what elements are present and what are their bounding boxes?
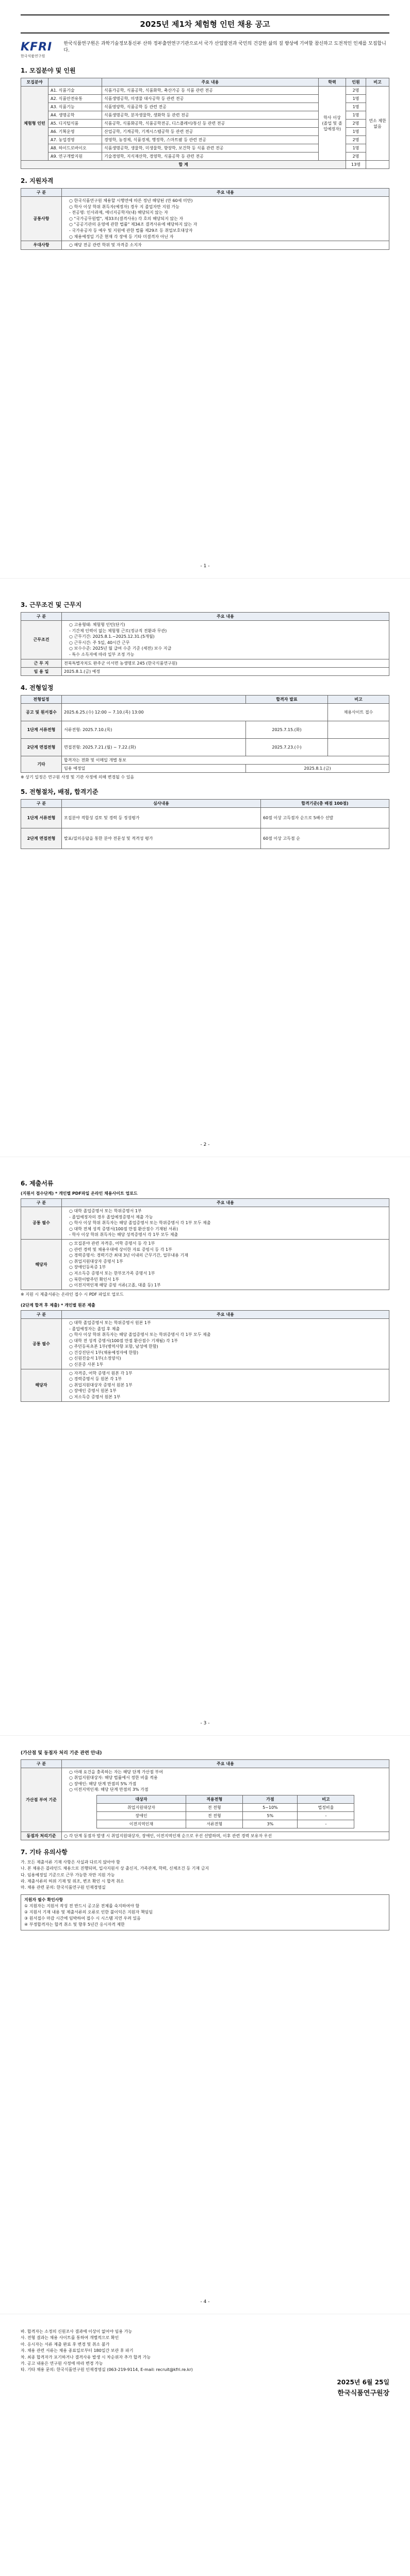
table-row: 근무조건 ○ 고용형태: 체험형 인턴(단기) - 기간제 인력이 없는 체험형 근로(정규직 전환과 무관) ○ 근무기간: 2025.8.1.~2025.12.31.(5개월) ○ 근무시간: 주 5일, 40시간 근무 ○ 보수수준: 2025년 월 급여 수준 기준 (세전) 보수 지급 - 특수 소득자에 따라 일부 조정 가능 xyxy=(21,621,389,659)
section-heading: 6. 제출서류 xyxy=(21,1180,54,1187)
table-row: 공통 필수 ○ 대학 졸업증명서 또는 학위증명서 1부 - 졸업예정자의 경우 졸업예정증명서 제출 가능 ○ 학사 이상 학위 취득자는 해당 졸업증명서 또는 학위증명서 각 1부 모두 제출 ○ 대학 전체 성적 증명서(100점 만점 환산점수 기재된 서류) - 학사 이상 학위 취득자는 해당 성적증명서 각 1부 모두 제출 xyxy=(21,1207,389,1240)
notice-item: 아. 응시자는 서류 제출 완료 후 변경 및 취소 불가 xyxy=(21,2342,110,2347)
notice-item: 자. 채용 관련 서류는 채용 종료일로부터 180일간 보관 후 파기 xyxy=(21,2348,134,2353)
conditions-table xyxy=(21,612,389,676)
intro-text: 한국식품연구원은 과학기술정보통신부 산하 정부출연연구기관으로서 국가 산업발전과 국민의 건강한 삶의 질 향상에 기여할 참신하고 도전적인 인재를 모집합니다. xyxy=(63,41,386,54)
section-heading: 4. 전형일정 xyxy=(21,684,54,691)
page-3 xyxy=(0,1157,410,1736)
table-row: 근 무 지 전북특별자치도 완주군 이서면 농생명로 245 (한국식품연구원) xyxy=(21,659,389,667)
table-row: 이전지역인재 서류전형 3% - xyxy=(96,1820,354,1828)
subsection-title: (지원서 접수단계) * 개인별 PDF파일 온라인 채용사이트 업로드 xyxy=(21,1191,138,1196)
table-row: 1단계 서류전형 모집분야 적합성 검토 및 경력 등 정성평가 60점 이상 고득점자 순으로 5배수 선발 xyxy=(21,807,389,828)
schedule-table xyxy=(21,695,389,773)
table-row: 장애인 전 전형 5% - xyxy=(96,1811,354,1820)
table-header-row: 구 분 주요 내용 xyxy=(21,1310,389,1318)
checklist-title: 지원자 필수 확인사항 xyxy=(24,1897,63,1902)
recruit-table xyxy=(21,78,389,169)
notice-item: 라. 제출서류의 허위 기재 및 위조, 변조 확인 시 합격 취소 xyxy=(21,1879,124,1884)
subsection-title: (2단계 합격 후 제출) * 개인별 원본 제출 xyxy=(21,1302,95,1308)
logo-org-name: 한국식품연구원 xyxy=(21,54,45,58)
table-row: A6. 기획운영 산업공학, 기계공학, 기계시스템공학 등 관련 전공 1명 xyxy=(21,128,389,136)
section-heading: 7. 기타 유의사항 xyxy=(21,1848,68,1856)
table-row: 해당자 ○ 자격증, 어학 증명서 원본 각 1부 ○ 경력증명서 등 원본 각 1부 ○ 취업지원대상자 증명서 원본 1부 ○ 장애인 증명서 원본 1부 ○ 저소득층 증명서 원본 1부 xyxy=(21,1369,389,1401)
table-row: 해당자 ○ 모집분야 관련 자격증, 어학 증명서 등 각 1부 ○ 관련 경력 및 채용우대에 상이한 자료 증빙서 등 각 1부 ○ 경력증명서: 경력기간 최대 3년 이내의 근무기간, 업무내용 기재 ○ 취업지원대상자 증명서 1부 ○ 장애인등록증 1부 ○ 저소득층 증명서 또는 한부모가족 증명서 1부 ○ 북한이탈주민 확인서 1부 ○ 이전지역인재 해당 증빙 서류(고졸, 대졸 등) 1부 xyxy=(21,1239,389,1290)
table-total-row: 합 계 13명 xyxy=(21,161,389,169)
table-header-row: 구 분 주요 내용 xyxy=(21,189,389,197)
table-row: 공고 및 원서접수 2025.6.25.(수) 12:00 ~ 7.10.(목) 13:00 채용사이트 접수 xyxy=(21,703,389,721)
table-row: 1단계 서류전형 서류전형: 2025.7.10.(목) 2025.7.15.(화) xyxy=(21,721,389,738)
announcement-date: 2025년 6월 25일 xyxy=(337,2378,389,2386)
kfri-logo xyxy=(21,41,56,59)
table-row: A8. 하이드로바이오 식품생명공학, 생물학, 미생물학, 향장학, 보건학 등 식품 관련 전공 1명 xyxy=(21,144,389,152)
notice-item: 나. 본 채용은 블라인드 채용으로 진행되며, 입사지원서 상 출신지, 가족관계, 학력, 신체조건 등 기재 금지 xyxy=(21,1866,209,1871)
section-heading: 2. 지원자격 xyxy=(21,177,54,184)
announcement-org: 한국식품연구원장 xyxy=(337,2389,389,2397)
table-row: A4. 생명공학 식품생명공학, 분자생물학, 생화학 등 관련 전공 1명 xyxy=(21,111,389,120)
qualification-table xyxy=(21,188,389,250)
page-number: - 3 - xyxy=(200,1721,210,1726)
header xyxy=(21,41,389,59)
table-row: A7. 농업경영 경영학, 농경제, 식품경제, 행정학, 스마트팜 등 관련 전공 2명 xyxy=(21,136,389,144)
documents-table-1 xyxy=(21,1198,389,1290)
process-table xyxy=(21,799,389,849)
table-header-row: 구 분 주요 내용 xyxy=(21,1199,389,1207)
page-number: - 1 - xyxy=(200,564,210,569)
table-row: A3. 식품기능 식품영양학, 식품공학 등 관련 전공 1명 xyxy=(21,103,389,111)
table-row: 체험형 인턴 A1. 식품기술 식품가공학, 식품공학, 식품화학, 축산가공 등 식품 관련 전공 학사 이상 (졸업 및 졸업예정자) 2명 연소 제한 없음 xyxy=(21,87,389,95)
table-row: 2단계 면접전형 면접전형: 2025.7.21.(월) ~ 7.22.(화) 2025.7.23.(수) xyxy=(21,738,389,756)
page-2 xyxy=(0,579,410,1157)
table-row: A5. 디지털식품 식품공학, 식품화공학, 식품공학전공, 디스플레이/통신 등 관련 전공 2명 xyxy=(21,120,389,128)
bonus-table xyxy=(21,1759,389,1840)
section-heading: 3. 근무조건 및 근무지 xyxy=(21,601,82,608)
table-row: A9. 연구개발지원 기술경영학, 지식재산학, 경영학, 식품공학 등 관련 전공 2명 xyxy=(21,152,389,161)
notice-item: 마. 채용 관련 문의: 한국식품연구원 인재경영실 xyxy=(21,1885,106,1890)
table-header-row: 구 분 주요 내용 xyxy=(21,613,389,621)
page-4 xyxy=(0,1736,410,2314)
table-row: 우대사항 ○ 해당 전공 관련 학위 및 자격증 소지자 xyxy=(21,241,389,250)
notice-item: 가. 모든 제출서류 기재 사항은 사실과 다르지 않아야 함 xyxy=(21,1859,120,1865)
table-row: 임 용 일 2025.8.1.(금) 예정 xyxy=(21,667,389,675)
table-header-row: 구 분 주요 내용 xyxy=(21,1759,389,1768)
page-number: - 4 - xyxy=(200,2299,210,2304)
table-row: 공통 필수 ○ 대학 졸업증명서 또는 학위증명서 원본 1부 - 졸업예정자는 졸업 후 제출 ○ 학사 이상 학위 취득자는 해당 졸업증명서 또는 학위증명서 각 1부 모두 제출 ○ 대학 전 성적 증명서(100점 만점 환산점수 기재됨) 각 1부 ○ 주민등록초본 1부(병역사항 포함, 남성에 한함) ○ 건강진단서 1부(채용예정자에 한함) ○ 신원진술서 1부(소정양식) ○ 신분증 사본 1부 xyxy=(21,1318,389,1369)
table-header-row: 모집분야 주요 내용 학력 인원 비고 xyxy=(21,78,389,87)
bonus-example-table xyxy=(96,1795,355,1828)
notice-item: 차. 최종 합격자가 포기하거나 결격사유 발생 시 차순위자 추가 합격 가능 xyxy=(21,2354,151,2360)
page-1 xyxy=(0,0,410,579)
schedule-note: ※ 상기 일정은 연구원 사정 및 기관 사정에 의해 변경될 수 있음 xyxy=(21,774,135,779)
page-title: 2025년 제1차 체험형 인턴 채용 공고 xyxy=(21,14,389,33)
section-heading: (가산점 및 동점자 처리 기준 관련 안내) xyxy=(21,1751,102,1756)
table-header-row: 대상자 적용전형 가점 비고 xyxy=(96,1795,354,1803)
table-header-row: 구 분 심사내용 합격기준(총 배점 100점) xyxy=(21,799,389,807)
table-row: 취업지원대상자 전 전형 5~10% 법정비율 xyxy=(96,1803,354,1811)
table-row: 가산점 부여 기준 ○ 아래 요건을 충족하는 자는 해당 단계 가산점 부여 ○ 취업지원대상자: 해당 법률에서 정한 비율 적용 ○ 장애인: 해당 단계 만점의 5% 가점 ○ 이전지역인재: 해당 단계 만점의 3% 가점 대상자 적용전형 가점 비고 취업지원대상자 전 전형 5~10% 법정비율 장애인 전 전형 5% - 이전지역인재 서류전형 3% - xyxy=(21,1768,389,1832)
table-row: 동점자 처리기준 ○ 각 단계 동점자 발생 시 취업지원대상자, 장애인, 이전지역인재 순으로 우선 선발하며, 이후 관련 경력 보유자 우선 xyxy=(21,1832,389,1840)
notice-item: 바. 합격자는 소정의 신원조사 결과에 이상이 없어야 임용 가능 xyxy=(21,2329,133,2334)
table-row: 기타 합격자는 전화 및 이메일 개별 통보 xyxy=(21,756,389,764)
documents-table-2 xyxy=(21,1310,389,1402)
logo-text: KFRI xyxy=(21,41,53,54)
table-row: 공통사항 ○ 한국식품연구원 체용할 시행연에 따른 정년 해당된 (만 60세 미만) ○ 학사 이상 학위 취득자(예정자) 경우 지 졸업자만 지원 가능 - 전공명: 인사과제, 에너지공학자(내) 해당되지 않는 자 ○ "국가공무원법", 제33조(결격사유) 각 호의 해당되지 않는 자 ○ "공공기관의 운영에 관한 법률" 제34조 결격사유에 해당하지 않는 자 - 국가유공자 등 예우 및 지원에 관한 법률 제29조 등 취업보호대상자 ○ 채용예정일 기준 현재 각 장애 등 기타 미결격자 아닌 자 xyxy=(21,197,389,241)
table-row: 임용 예정일 2025.8.1.(금) xyxy=(21,764,389,772)
checklist-box: 지원자 필수 확인사항 ① 지원자는 지원서 작성 전 반드시 공고문 전체를 숙지하여야 함 ② 지원서 기재 내용 및 제출서류의 오류로 인한 불이익은 지원자 책임임 ③ 원서접수 마감 시간에 임박하여 접수 시 시스템 지연 우려 있음 ④ 부정합격자는 합격 취소 및 향후 5년간 응시자격 제한 xyxy=(21,1894,389,1930)
notice-item: 타. 기타 채용 문의: 한국식품연구원 인재경영실 (063-219-9114, E-mail: recruit@kfri.re.kr) xyxy=(21,2367,193,2372)
notice-item: 다. 임용예정일 기준으로 근무 가능한 자만 지원 가능 xyxy=(21,1872,115,1877)
table-row: 2단계 면접전형 발표/질의응답을 통한 분야 전문성 및 적격성 평가 60점 이상 고득점 순 xyxy=(21,828,389,849)
page-5 xyxy=(0,2314,410,2576)
documents-note: ※ 지원 시 제출서류는 온라인 접수 시 PDF 파일로 업로드 xyxy=(21,1292,124,1297)
table-row: A2. 식품안전유통 식품생명공학, 미생물 대사공학 등 관련 전공 1명 xyxy=(21,95,389,103)
page-number: - 2 - xyxy=(200,1142,210,1147)
notice-item: 사. 전형 결과는 채용 사이트를 통하여 개별적으로 확인 xyxy=(21,2335,119,2341)
section-heading: 1. 모집분야 및 인원 xyxy=(21,67,76,74)
table-header-row: 전형일정 합격자 발표 비고 xyxy=(21,695,389,703)
section-heading: 5. 전형절차, 배점, 합격기준 xyxy=(21,788,99,795)
notice-item: 카. 공고 내용은 연구원 사정에 따라 변경 가능 xyxy=(21,2361,103,2366)
